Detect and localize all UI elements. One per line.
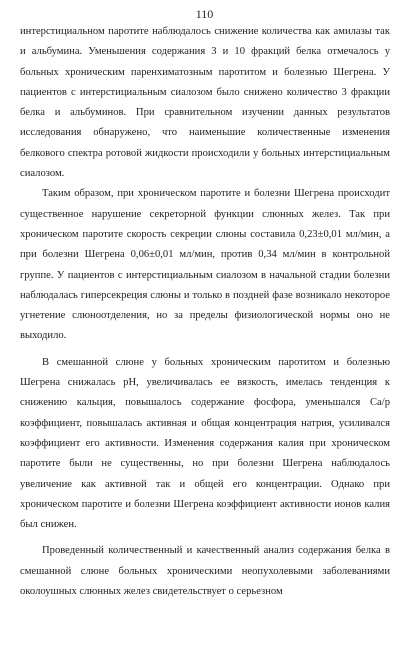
paragraph-protein-analysis: Проведенный количественный и качественный анализ содержания белка в смешанной слюне больных хроническими неопухолевыми заболеваниями околоушных слюнных желез свидетельствует о серьезном (20, 545, 390, 598)
body-text (20, 22, 390, 602)
page-number: 110 (195, 7, 214, 21)
paragraph-continuation: интерстициальном паротите наблюдалось снижение количества как амилазы так и альбумина. Уменьшения содержания 3 и 10 фракций белка отмечалось у больных хроническим паренхиматозным паротитом и болезнью Шегрена. У пациентов с интерстициальным сиалозом было снижено количество 3 фракции белка и альбуминов. При сравнительном изучении данных результатов исследования обнаружено, что наименьшие количественные изменения белкового спектра ротовой жидкости происходили у больных интерстициальным сиалозом. (20, 26, 390, 180)
paragraph-summary-secretion: Таким образом, при хроническом паротите и болезни Шегрена происходит существенное нарушение секреторной функции слюнных желез. Так при хроническом паротите скорость секреции слюны составила 0,23±0,01 мл/мин, а при болезни Шегрена 0,06±0,01 мл/мин, против 0,34 мл/мин в контрольной группе. У пациентов с интерстициальным сиалозом в начальной стадии болезни наблюдалась гиперсекреция слюны и только в поздней фазе возникало некоторое угнетение слюноотделения, но за пределы физиологической нормы оно не выходило. (20, 188, 390, 342)
paragraph-mixed-saliva: В смешанной слюне у больных хроническим паротитом и болезнью Шегрена снижалась рН, увеличивалась ее вязкость, имелась тенденция к снижению кальция, повышалось содержание фосфора, уменьшался Са/р коэффициент, повышалась активная и общая концентрация натрия, усиливался коэффициент его активности. Изменения содержания калия при хроническом паротите были не существенны, но при болезни Шегрена наблюдалось увеличение как активной так и общей его концентрации. Однако при хроническом паротите и болезни Шегрена коэффициент активности ионов калия был снижен. (20, 356, 390, 531)
